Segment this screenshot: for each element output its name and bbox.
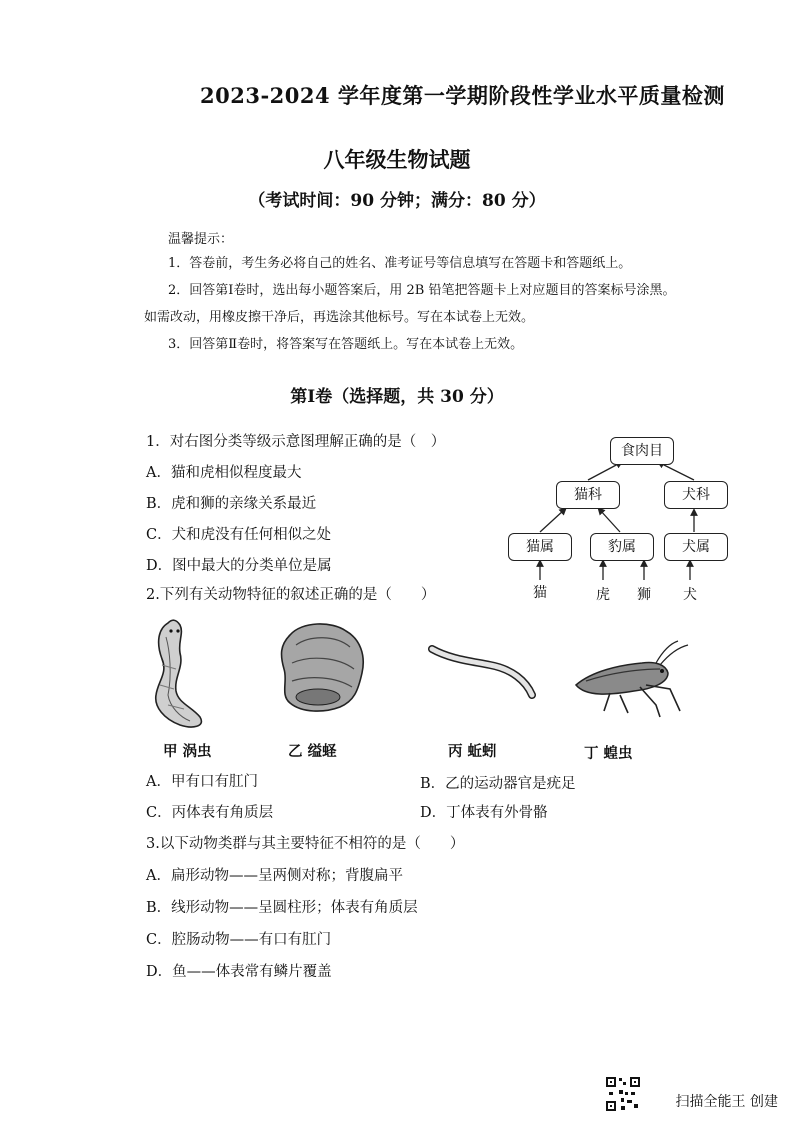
question-1-option-d: D．图中最大的分类单位是属 [146,558,332,574]
species-tiger: 虎 [596,587,610,603]
exam-info: （考试时间：90 分钟；满分：80 分） [248,191,546,211]
question-3-stem: 3.以下动物类群与其主要特征不相符的是（ ） [146,836,465,852]
animal-label-planarian: 甲 涡虫 [163,743,212,760]
razor-clam-image [282,624,364,711]
genus-box-felis: 猫属 [508,533,572,561]
planarian-image [156,620,202,727]
animal-label-earthworm: 丙 蚯蚓 [448,743,497,760]
question-1-option-b: B．虎和狮的亲缘关系最近 [146,496,317,512]
question-1-option-c: C．犬和虎没有任何相似之处 [146,527,332,543]
question-2-option-c: C．丙体表有角质层 [146,805,274,821]
family-box-dog: 犬科 [664,481,728,509]
qr-code-icon [605,1076,641,1112]
exam-title: 2023-2024 学年度第一学期阶段性学业水平质量检测 [200,83,725,108]
question-1-stem: 1．对右图分类等级示意图理解正确的是（ ） [146,434,446,450]
genus-box-canis: 犬属 [664,533,728,561]
tips-heading: 温馨提示： [168,232,234,247]
tip-line-4: 3．回答第Ⅱ卷时，将答案写在答题纸上。写在本试卷上无效。 [168,337,524,352]
tip-line-2: 2．回答第Ⅰ卷时，选出每小题答案后，用 2B 铅笔把答题卡上对应题目的答案标号涂黑。 [168,283,676,298]
species-cat: 猫 [533,585,547,601]
question-2-option-a: A．甲有口有肛门 [146,774,258,790]
animal-illustrations [140,615,700,740]
animal-label-grasshopper: 丁 蝗虫 [584,745,633,762]
question-2-stem: 2.下列有关动物特征的叙述正确的是（ ） [146,587,436,603]
question-3-option-c: C．腔肠动物——有口有肛门 [146,932,332,948]
genus-box-panthera: 豹属 [590,533,654,561]
section-title: 第Ⅰ卷（选择题，共 30 分） [290,387,504,407]
question-1-option-a: A．猫和虎相似程度最大 [146,465,302,481]
species-dog: 犬 [683,587,697,603]
earthworm-image [432,649,532,695]
family-box-cat: 猫科 [556,481,620,509]
question-3-option-d: D．鱼——体表常有鳞片覆盖 [146,964,332,980]
scanner-watermark: 扫描全能王 创建 [675,1094,778,1110]
species-lion: 狮 [637,587,651,603]
question-2-option-b: B．乙的运动器官是疣足 [420,776,576,792]
subject-title: 八年级生物试题 [323,147,471,172]
question-3-option-b: B．线形动物——呈圆柱形；体表有角质层 [146,900,418,916]
tip-line-3: 如需改动，用橡皮擦干净后，再选涂其他标号。写在本试卷上无效。 [144,310,535,325]
animal-label-razor-clam: 乙 缢蛏 [288,743,337,760]
tip-line-1: 1．答卷前，考生务必将自己的姓名、准考证号等信息填写在答题卡和答题纸上。 [168,256,632,271]
question-2-option-d: D．丁体表有外骨骼 [420,805,548,821]
grasshopper-image [576,641,688,717]
question-3-option-a: A．扁形动物——呈两侧对称；背腹扁平 [146,868,403,884]
order-box: 食肉目 [610,437,674,465]
